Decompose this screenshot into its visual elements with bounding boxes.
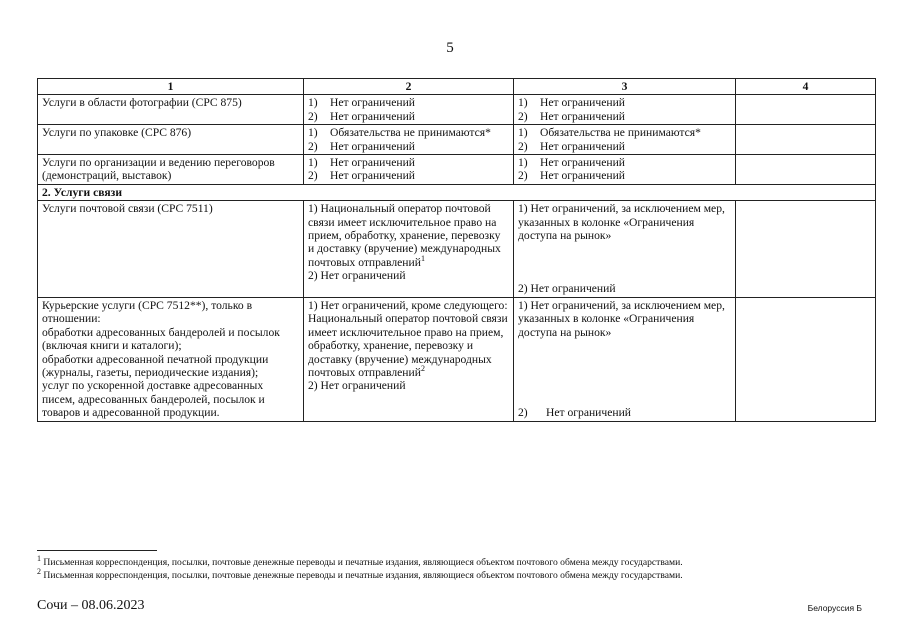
item-text: 1) Нет ограничений, за исключением мер, указанных в колонке «Ограничения доступа на рынок» [518, 202, 725, 243]
item-text: 2) Нет ограничений [518, 282, 616, 296]
limitations-cell [304, 125, 514, 155]
item-marker: 1) [308, 126, 318, 140]
item-text: 1) Национальный оператор почтовой связи имеет исключительное право на прием, обработку, хранение, перевозку и доставку (вручение) международных почтовых отправлений [308, 202, 501, 269]
service-line: Курьерские услуги (CPC 7512**), только в отношении: [42, 298, 253, 326]
item-text: Нет ограничений [330, 109, 415, 123]
commitments-table [37, 78, 876, 422]
section-row [38, 184, 876, 200]
footnote-rule [37, 550, 157, 551]
limitations-cell [304, 297, 514, 421]
footnote-mark: 1 [37, 553, 41, 563]
footer-country: Белоруссия Б [807, 603, 862, 613]
item-marker: 1) [518, 96, 528, 110]
limitations-cell [514, 155, 736, 185]
service-line: обработки адресованных бандеролей и посылок (включая книги и каталоги); [42, 325, 280, 353]
service-cell: Услуги почтовой связи (CPC 7511) [38, 201, 304, 298]
header-col-4: 4 [736, 79, 876, 95]
limitations-cell [304, 201, 514, 298]
footer-date: Сочи – 08.06.2023 [37, 598, 145, 613]
item-marker: 2) [518, 139, 528, 153]
service-cell: Услуги по упаковке (CPC 876) [38, 125, 304, 155]
table-row [38, 125, 876, 155]
empty-cell [736, 95, 876, 125]
footnote-mark: 2 [37, 566, 41, 576]
limitations-cell [514, 201, 736, 298]
item-marker: 1) [518, 126, 528, 140]
item-marker: 1) [308, 96, 318, 110]
item-text: 1) Нет ограничений, за исключением мер, указанных в колонке «Ограничения доступа на рынок» [518, 298, 725, 339]
header-col-1: 1 [38, 79, 304, 95]
item-text: Национальный оператор почтовой связи имеет исключительное право на прием, обработку, хранение, перевозку и доставку (вручение) международных почтовых отправлений [308, 312, 508, 379]
service-cell: Услуги по организации и ведению переговоров (демонстраций, выставок) [38, 155, 304, 185]
footnote-ref: 1 [420, 254, 425, 264]
service-cell: Услуги в области фотографии (CPC 875) [38, 95, 304, 125]
limitations-cell [514, 297, 736, 421]
footnote-text: Письменная корреспонденция, посылки, почтовые денежные переводы и печатные издания, являющиеся объектом почтового обмена между государствами. [43, 557, 683, 568]
service-line: услуг по ускоренной доставке адресованных писем, адресованных бандеролей, посылок и товаров и адресованной продукции. [42, 379, 265, 420]
header-row [38, 79, 876, 95]
item-marker: 2) [308, 139, 318, 153]
table-row [38, 201, 876, 298]
item-text: Нет ограничений [540, 139, 625, 153]
footnotes [37, 553, 875, 582]
service-cell [38, 297, 304, 421]
limitations-cell [304, 95, 514, 125]
item-text: Нет ограничений [330, 96, 415, 110]
item-text: Нет ограничений [540, 109, 625, 123]
item-text: Нет ограничений [540, 156, 625, 170]
item-marker: 2) [308, 169, 318, 183]
item-marker: 2) [308, 109, 318, 123]
empty-cell [736, 201, 876, 298]
table-row [38, 297, 876, 421]
item-text: 1) Нет ограничений, кроме следующего: [308, 298, 508, 312]
item-text: Нет ограничений [540, 96, 625, 110]
item-marker: 2) [518, 169, 528, 183]
item-text: Нет ограничений [546, 406, 631, 420]
header-col-3: 3 [514, 79, 736, 95]
table-row [38, 95, 876, 125]
limitations-cell [304, 155, 514, 185]
item-marker: 1) [308, 156, 318, 170]
item-text: Обязательства не принимаются* [540, 126, 701, 140]
service-line: обработки адресованной печатной продукции (журналы, газеты, периодические издания); [42, 352, 269, 379]
item-marker: 2) [518, 109, 528, 123]
limitations-cell [514, 125, 736, 155]
empty-cell [736, 155, 876, 185]
empty-cell [736, 297, 876, 421]
item-text: Нет ограничений [330, 156, 415, 170]
header-col-2: 2 [304, 79, 514, 95]
item-marker: 2) [518, 406, 528, 420]
item-marker: 1) [518, 156, 528, 170]
limitations-cell [514, 95, 736, 125]
item-text: 2) Нет ограничений [308, 269, 406, 283]
page-number: 5 [446, 40, 454, 56]
item-text: 2) Нет ограничений [308, 379, 406, 393]
section-title: 2. Услуги связи [38, 184, 876, 200]
item-text: Нет ограничений [330, 169, 415, 183]
item-text: Обязательства не принимаются* [330, 126, 491, 140]
table-row [38, 155, 876, 185]
footnote-text: Письменная корреспонденция, посылки, почтовые денежные переводы и печатные издания, являющиеся объектом почтового обмена между государствами. [43, 570, 683, 581]
empty-cell [736, 125, 876, 155]
footnote [37, 553, 875, 569]
footnote-ref: 2 [420, 364, 425, 374]
item-text: Нет ограничений [540, 169, 625, 183]
item-text: Нет ограничений [330, 139, 415, 153]
footnote [37, 566, 875, 582]
